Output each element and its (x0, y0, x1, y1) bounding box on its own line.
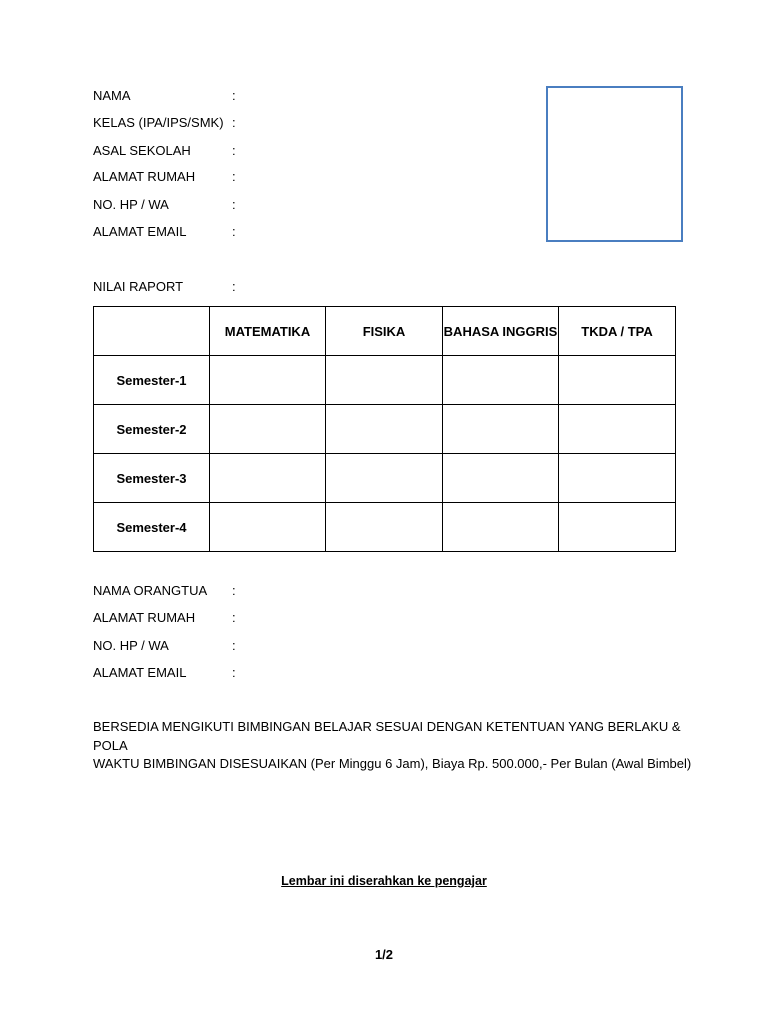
grade-cell (326, 405, 443, 454)
header-cell-fisika: FISIKA (326, 307, 443, 356)
field-colon: : (232, 610, 236, 625)
field-label: NO. HP / WA (93, 197, 169, 212)
field-label: ASAL SEKOLAH (93, 143, 191, 158)
table-row (94, 503, 676, 552)
field-colon: : (232, 115, 236, 130)
report-label: NILAI RAPORT (93, 279, 184, 294)
statement-line-2: WAKTU BIMBINGAN DISESUAIKAN (Per Minggu 6 Jam), Biaya Rp. 500.000,- Per Bulan (Awal Bimbel) (93, 756, 692, 771)
page-number: 1/2 (374, 947, 394, 962)
field-label: NAMA ORANGTUA (93, 583, 208, 598)
semester-label: Semester-2 (94, 405, 210, 454)
field-label: KELAS (IPA/IPS/SMK) (93, 115, 224, 130)
table-row (94, 405, 676, 454)
field-colon: : (232, 143, 236, 158)
field-label: ALAMAT RUMAH (93, 610, 196, 625)
field-label: ALAMAT EMAIL (93, 665, 187, 680)
grade-cell (326, 454, 443, 503)
field-colon: : (232, 583, 236, 598)
field-label: ALAMAT RUMAH (93, 169, 196, 184)
field-colon: : (232, 279, 236, 294)
grade-cell (210, 356, 326, 405)
statement-line-1: BERSEDIA MENGIKUTI BIMBINGAN BELAJAR SESUAI DENGAN KETENTUAN YANG BERLAKU & POLA (93, 719, 681, 753)
handover-note: Lembar ini diserahkan ke pengajar (281, 874, 487, 888)
grade-cell (210, 503, 326, 552)
header-cell-matematika: MATEMATIKA (210, 307, 326, 356)
header-cell-empty (94, 307, 210, 356)
field-label: NAMA (93, 88, 131, 103)
grade-cell (443, 503, 559, 552)
table-header-row (94, 307, 676, 356)
field-colon: : (232, 88, 236, 103)
grade-cell (559, 503, 676, 552)
grade-cell (443, 356, 559, 405)
grade-cell (326, 356, 443, 405)
grades-table (93, 306, 676, 552)
field-colon: : (232, 224, 236, 239)
field-label: NO. HP / WA (93, 638, 169, 653)
field-colon: : (232, 665, 236, 680)
semester-label: Semester-4 (94, 503, 210, 552)
grade-cell (210, 454, 326, 503)
field-colon: : (232, 638, 236, 653)
agreement-statement (93, 718, 693, 774)
photo-placeholder-box (546, 86, 683, 242)
header-cell-bahasa-inggris: BAHASA INGGRIS (443, 307, 559, 356)
grade-cell (559, 405, 676, 454)
grade-cell (559, 356, 676, 405)
semester-label: Semester-1 (94, 356, 210, 405)
table-row (94, 454, 676, 503)
semester-label: Semester-3 (94, 454, 210, 503)
grade-cell (559, 454, 676, 503)
grade-cell (443, 454, 559, 503)
grade-cell (210, 405, 326, 454)
grade-cell (326, 503, 443, 552)
field-colon: : (232, 169, 236, 184)
grade-cell (443, 405, 559, 454)
field-colon: : (232, 197, 236, 212)
table-row (94, 356, 676, 405)
field-label: ALAMAT EMAIL (93, 224, 187, 239)
header-cell-tkda-tpa: TKDA / TPA (559, 307, 676, 356)
